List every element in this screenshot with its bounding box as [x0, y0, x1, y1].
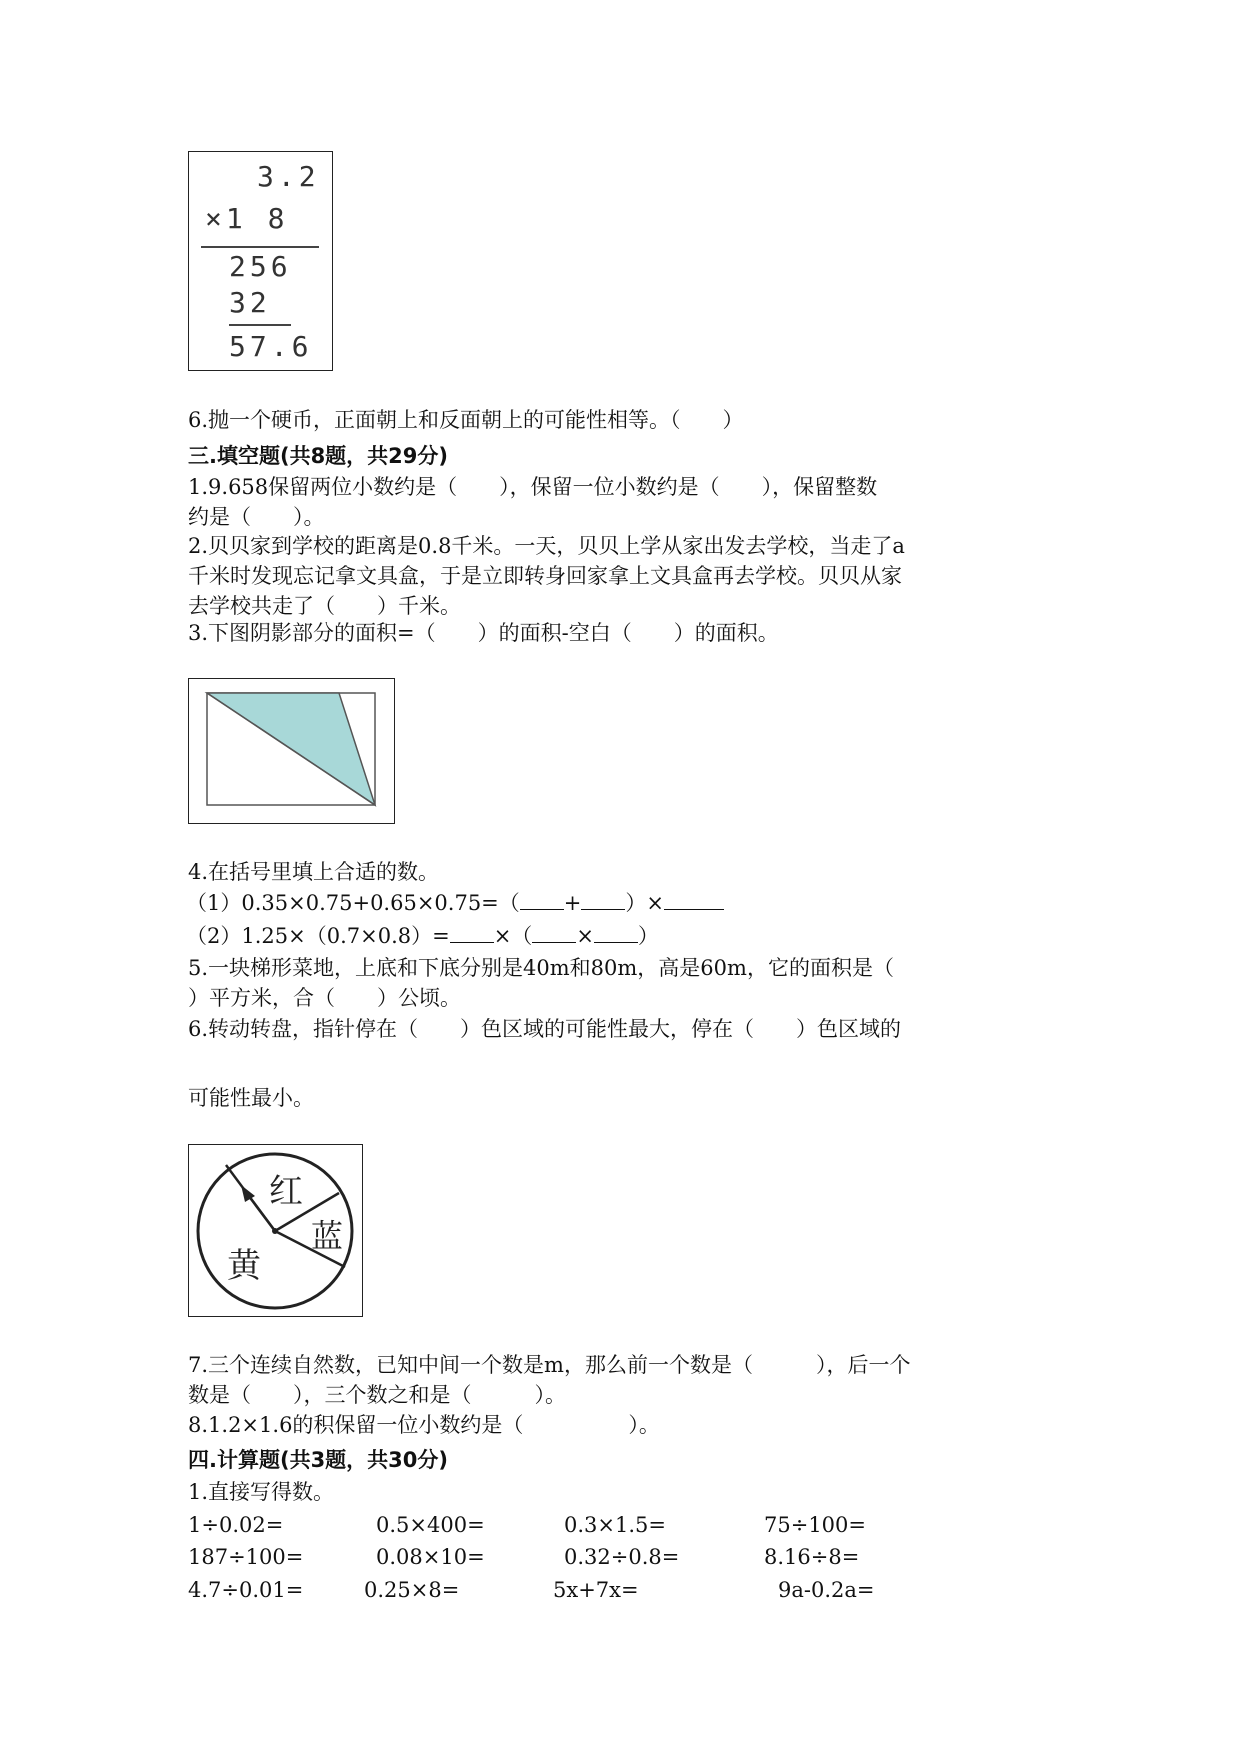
section3-q1-line1: 1.9.658保留两位小数约是（ ），保留一位小数约是（ ），保留整数 — [188, 475, 878, 499]
calc-cell: 0.25×8= — [364, 1578, 460, 1602]
calc-row-3: 256 — [229, 250, 292, 283]
spinner-figure — [188, 1144, 363, 1317]
spinner-label-red: 红 — [269, 1172, 303, 1212]
q4-2-close: ） — [637, 924, 659, 948]
spinner-svg — [189, 1145, 362, 1316]
section3-q2-line1: 2.贝贝家到学校的距离是0.8千米。一天，贝贝上学从家出发去学校，当走了a — [188, 534, 905, 558]
q4-1-blank-2 — [581, 889, 625, 910]
section3-heading: 三.填空题(共8题，共29分) — [188, 444, 449, 468]
calc-rule-1 — [201, 246, 319, 248]
spinner-label-blue: 蓝 — [311, 1217, 344, 1255]
shaded-area-figure — [188, 678, 395, 824]
calc-cell: 1÷0.02= — [188, 1513, 284, 1537]
section3-q7-line1: 7.三个连续自然数，已知中间一个数是m，那么前一个数是（ ），后一个 — [188, 1353, 911, 1377]
section4-q1: 1.直接写得数。 — [188, 1480, 335, 1504]
section3-q4-2 — [186, 921, 659, 951]
calc-cell: 75÷100= — [764, 1513, 866, 1537]
section3-q5-line1: 5.一块梯形菜地，上底和下底分别是40m和80m，高是60m，它的面积是（ — [188, 956, 894, 980]
calc-cell: 0.08×10= — [376, 1545, 485, 1569]
calc-row-5: 57.6 — [229, 330, 313, 363]
calc-cell: 9a-0.2a= — [778, 1578, 875, 1602]
section3-q2-line3: 去学校共走了（ ）千米。 — [188, 594, 461, 618]
calc-cell: 8.16÷8= — [764, 1545, 860, 1569]
calc-cell: 0.32÷0.8= — [564, 1545, 680, 1569]
section3-q4-1 — [186, 888, 724, 918]
q4-2-prefix: （2）1.25×（0.7×0.8）= — [186, 924, 450, 948]
section3-q3: 3.下图阴影部分的面积=（ ）的面积-空白（ ）的面积。 — [188, 621, 779, 645]
section3-q6-line1: 6.转动转盘，指针停在（ ）色区域的可能性最大，停在（ ）色区域的 — [188, 1017, 902, 1041]
calc-row-2: ×1 8 — [205, 202, 289, 235]
q4-1-blank-1 — [520, 889, 564, 910]
spinner-center — [272, 1228, 278, 1234]
section3-q4: 4.在括号里填上合适的数。 — [188, 860, 440, 884]
calc-row-1: 3.2 — [257, 160, 320, 193]
spinner-label-yellow: 黄 — [227, 1246, 261, 1286]
q4-2-blank-2 — [532, 922, 576, 943]
section2-q6: 6.抛一个硬币，正面朝上和反面朝上的可能性相等。（ ） — [188, 408, 744, 432]
q4-1-plus: + — [563, 891, 582, 915]
calc-cell: 0.3×1.5= — [564, 1513, 666, 1537]
q4-2-blank-1 — [450, 922, 494, 943]
q4-1-blank-3 — [664, 889, 724, 910]
section3-q6-line2: 可能性最小。 — [188, 1086, 314, 1110]
q4-2-blank-3 — [594, 922, 638, 943]
section3-q1-line2: 约是（ ）。 — [188, 505, 325, 529]
section3-q8: 8.1.2×1.6的积保留一位小数约是（ ）。 — [188, 1413, 660, 1437]
calc-row-4: 32 — [229, 286, 271, 319]
calc-cell: 187÷100= — [188, 1545, 304, 1569]
section3-q7-line2: 数是（ ），三个数之和是（ ）。 — [188, 1383, 566, 1407]
section3-q2-line2: 千米时发现忘记拿文具盒，于是立即转身回家拿上文具盒再去学校。贝贝从家 — [188, 564, 902, 588]
q4-2-times2: × — [576, 924, 594, 948]
q4-1-close: ）× — [625, 891, 664, 915]
calc-cell: 0.5×400= — [376, 1513, 485, 1537]
section4-heading: 四.计算题(共3题，共30分) — [188, 1448, 449, 1472]
calc-cell: 5x+7x= — [553, 1578, 639, 1602]
calc-rule-2 — [229, 324, 291, 326]
q4-2-times: ×（ — [493, 924, 533, 948]
shaded-area-svg — [189, 679, 394, 823]
calc-cell: 4.7÷0.01= — [188, 1578, 304, 1602]
q4-1-prefix: （1）0.35×0.75+0.65×0.75=（ — [186, 891, 520, 915]
section3-q5-line2: ）平方米，合（ ）公顷。 — [188, 986, 461, 1010]
multiplication-figure — [188, 151, 333, 371]
